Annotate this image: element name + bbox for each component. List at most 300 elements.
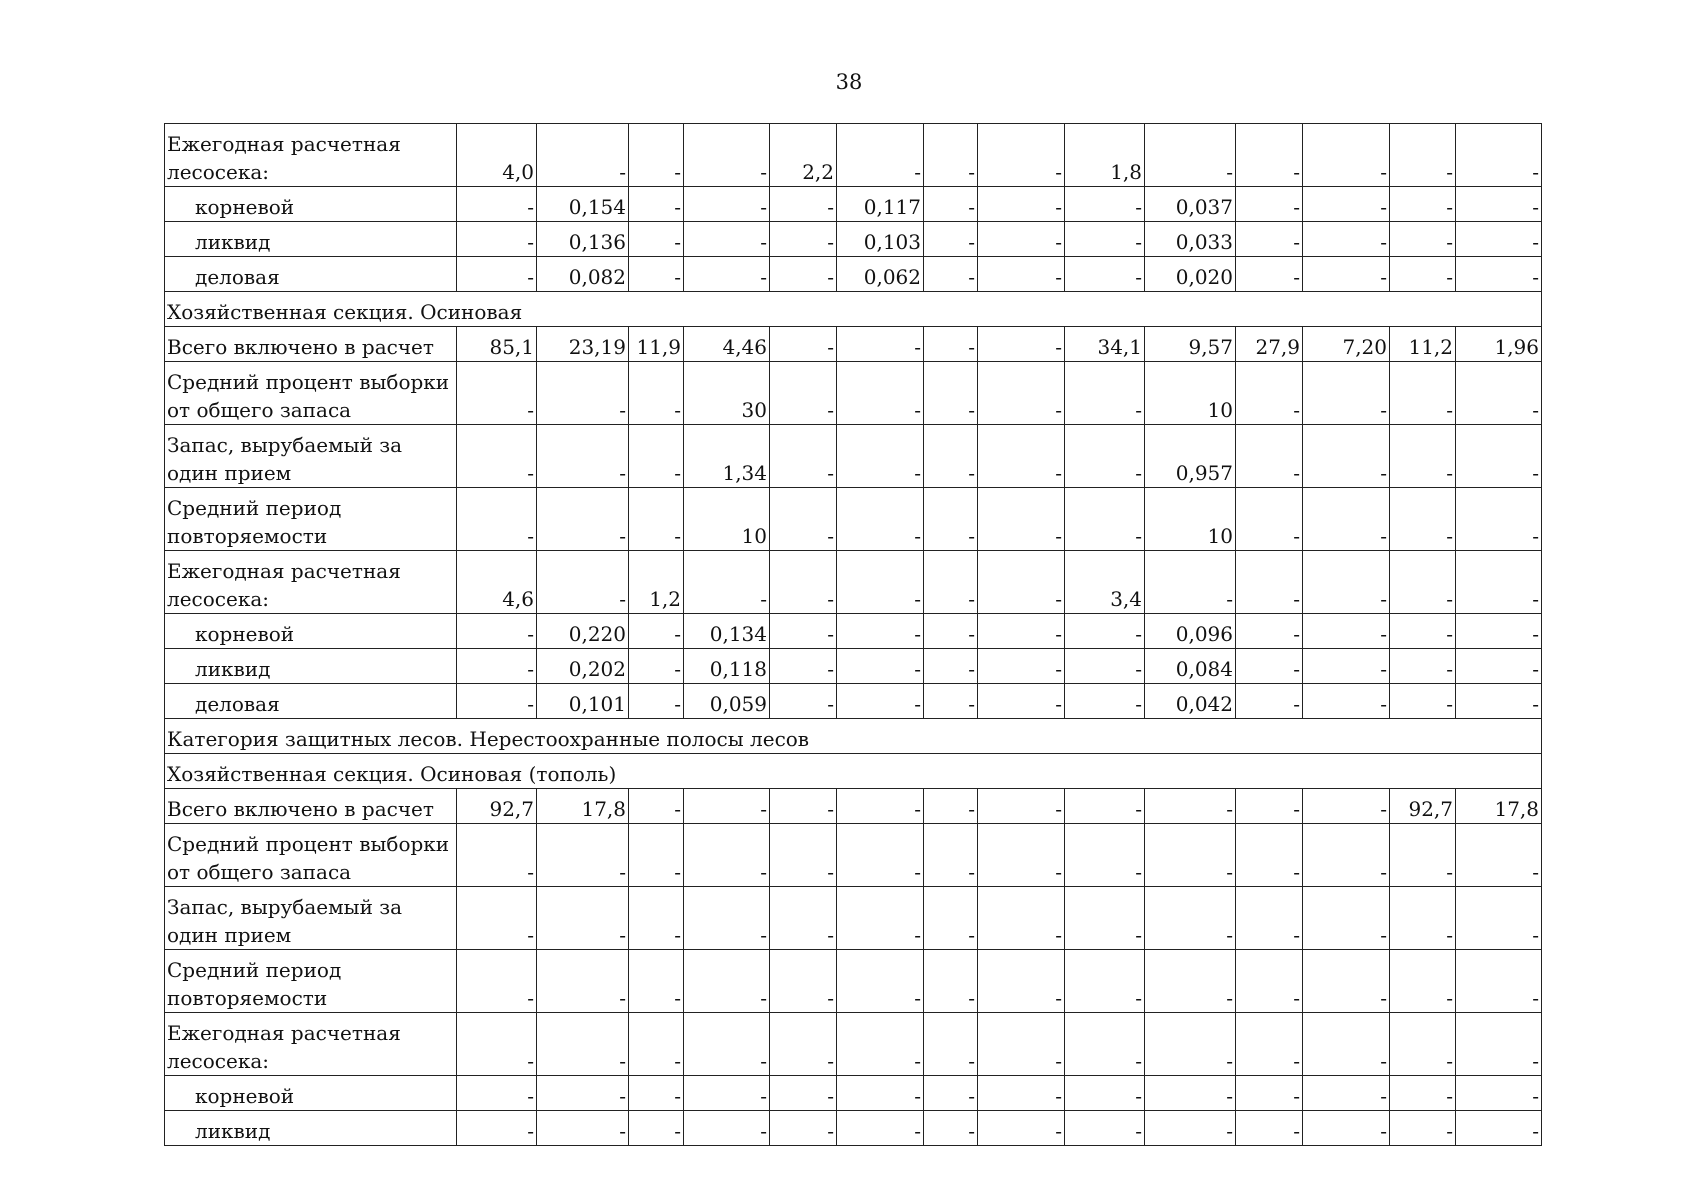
table-cell: 4,46 <box>684 327 770 362</box>
table-cell: - <box>1390 551 1456 614</box>
table-cell: - <box>924 327 978 362</box>
table-cell: - <box>978 950 1065 1013</box>
table-cell: - <box>1065 187 1145 222</box>
table-cell: - <box>978 887 1065 950</box>
table-cell: - <box>629 789 684 824</box>
table-cell: - <box>684 257 770 292</box>
table-cell: - <box>457 887 537 950</box>
table-cell: - <box>978 1013 1065 1076</box>
table-cell: - <box>537 488 629 551</box>
table-cell: - <box>684 789 770 824</box>
table-cell: - <box>1456 1111 1542 1146</box>
table-row <box>165 824 1542 887</box>
table-cell: 10 <box>1145 488 1236 551</box>
table-cell: - <box>1456 488 1542 551</box>
table-cell: 0,082 <box>537 257 629 292</box>
table-cell: - <box>537 1111 629 1146</box>
table-cell: - <box>770 327 837 362</box>
table-cell: - <box>1303 187 1390 222</box>
table-row <box>165 257 1542 292</box>
table-row <box>165 488 1542 551</box>
table-cell: - <box>924 1013 978 1076</box>
table-cell: - <box>1145 1111 1236 1146</box>
table-cell: - <box>1236 649 1303 684</box>
table-cell: - <box>1390 1076 1456 1111</box>
table-cell: - <box>837 551 924 614</box>
table-cell: - <box>537 950 629 1013</box>
row-label: Средний процент выборки от общего запаса <box>165 362 457 425</box>
table-cell: - <box>1456 950 1542 1013</box>
table-cell: - <box>537 1013 629 1076</box>
table-cell: - <box>1456 222 1542 257</box>
table-cell: - <box>1303 124 1390 187</box>
table-cell: - <box>1303 789 1390 824</box>
table-cell: - <box>1390 488 1456 551</box>
table-cell: - <box>978 362 1065 425</box>
table-cell: - <box>629 887 684 950</box>
row-label: Средний период повторяемости <box>165 488 457 551</box>
table-cell: - <box>837 614 924 649</box>
table-cell: - <box>1303 551 1390 614</box>
table-row <box>165 124 1542 187</box>
table-cell: - <box>457 950 537 1013</box>
table-cell: 0,084 <box>1145 649 1236 684</box>
table-row <box>165 684 1542 719</box>
table-cell: 0,220 <box>537 614 629 649</box>
table-cell: 85,1 <box>457 327 537 362</box>
table-cell: - <box>837 950 924 1013</box>
table-cell: - <box>1303 950 1390 1013</box>
table-cell: - <box>1456 124 1542 187</box>
table-cell: - <box>924 551 978 614</box>
table-cell: - <box>924 257 978 292</box>
table-cell: - <box>1065 1111 1145 1146</box>
table-cell: 1,8 <box>1065 124 1145 187</box>
table-cell: - <box>924 1076 978 1111</box>
table-cell: - <box>1145 1013 1236 1076</box>
table-row <box>165 1111 1542 1146</box>
table-cell: - <box>1065 362 1145 425</box>
table-cell: - <box>629 649 684 684</box>
table-cell: - <box>1065 684 1145 719</box>
table-cell: - <box>1390 614 1456 649</box>
table-cell: - <box>1145 124 1236 187</box>
table-cell: - <box>457 824 537 887</box>
table-cell: - <box>924 488 978 551</box>
table-cell: - <box>629 425 684 488</box>
table-cell: - <box>770 614 837 649</box>
table-cell: - <box>924 187 978 222</box>
table-cell: 0,134 <box>684 614 770 649</box>
table-cell: - <box>837 684 924 719</box>
table-cell: - <box>457 684 537 719</box>
table-cell: - <box>1456 649 1542 684</box>
table-cell: - <box>837 1013 924 1076</box>
table-row <box>165 1013 1542 1076</box>
table-row <box>165 887 1542 950</box>
table-cell: - <box>1236 887 1303 950</box>
table-cell: - <box>924 789 978 824</box>
table-cell: - <box>1303 425 1390 488</box>
table-row <box>165 789 1542 824</box>
table-cell: - <box>1236 950 1303 1013</box>
table-cell: 0,033 <box>1145 222 1236 257</box>
table-cell: - <box>924 222 978 257</box>
table-cell: 0,957 <box>1145 425 1236 488</box>
table-cell: - <box>629 824 684 887</box>
table-cell: - <box>629 1013 684 1076</box>
table-cell: - <box>978 257 1065 292</box>
table-cell: - <box>978 187 1065 222</box>
table-cell: - <box>537 1076 629 1111</box>
table-cell: - <box>629 684 684 719</box>
table-cell: - <box>1236 614 1303 649</box>
table-cell: - <box>1456 824 1542 887</box>
table-cell: - <box>1145 824 1236 887</box>
table-cell: - <box>457 649 537 684</box>
table-cell: - <box>684 1111 770 1146</box>
table-cell: - <box>537 824 629 887</box>
table-cell: - <box>770 649 837 684</box>
table-cell: - <box>770 257 837 292</box>
table-cell: - <box>978 1111 1065 1146</box>
table-cell: - <box>457 187 537 222</box>
table-cell: - <box>1065 950 1145 1013</box>
table-cell: - <box>1303 1111 1390 1146</box>
table-cell: 11,2 <box>1390 327 1456 362</box>
table-cell: - <box>684 187 770 222</box>
section-row <box>165 754 1542 789</box>
table-cell: - <box>770 1076 837 1111</box>
table-cell: - <box>537 425 629 488</box>
table-cell: - <box>1236 222 1303 257</box>
table-cell: - <box>978 824 1065 887</box>
table-cell: 92,7 <box>1390 789 1456 824</box>
table-cell: 0,059 <box>684 684 770 719</box>
table-cell: - <box>537 551 629 614</box>
row-label: Запас, вырубаемый за один прием <box>165 887 457 950</box>
table-cell: 0,101 <box>537 684 629 719</box>
table-cell: - <box>1236 824 1303 887</box>
table-cell: - <box>924 824 978 887</box>
table-row <box>165 327 1542 362</box>
table-cell: 0,037 <box>1145 187 1236 222</box>
table-cell: - <box>1065 649 1145 684</box>
table-cell: - <box>457 1111 537 1146</box>
row-label: деловая <box>165 684 457 719</box>
table-cell: - <box>1456 187 1542 222</box>
table-cell: - <box>1145 1076 1236 1111</box>
table-cell: - <box>1065 887 1145 950</box>
row-label: деловая <box>165 257 457 292</box>
row-label: ликвид <box>165 649 457 684</box>
table-cell: - <box>978 649 1065 684</box>
table-cell: - <box>1303 257 1390 292</box>
table-cell: - <box>837 362 924 425</box>
table-cell: - <box>1303 887 1390 950</box>
table-cell: 0,042 <box>1145 684 1236 719</box>
table-cell: - <box>1065 824 1145 887</box>
table-cell: - <box>629 362 684 425</box>
table-cell: - <box>1303 488 1390 551</box>
table-cell: - <box>924 950 978 1013</box>
table-cell: - <box>629 614 684 649</box>
table-cell: - <box>770 887 837 950</box>
table-cell: - <box>1065 789 1145 824</box>
table-cell: - <box>629 488 684 551</box>
table-cell: - <box>837 789 924 824</box>
table-cell: - <box>1303 824 1390 887</box>
table-cell: - <box>684 124 770 187</box>
table-cell: - <box>1456 684 1542 719</box>
data-table <box>164 123 1542 1146</box>
table-cell: - <box>1065 1076 1145 1111</box>
table-row <box>165 649 1542 684</box>
row-label: ликвид <box>165 1111 457 1146</box>
table-cell: - <box>629 1076 684 1111</box>
table-row <box>165 362 1542 425</box>
table-cell: - <box>1145 789 1236 824</box>
section-row <box>165 719 1542 754</box>
table-row <box>165 950 1542 1013</box>
table-cell: - <box>457 614 537 649</box>
row-label: Всего включено в расчет <box>165 789 457 824</box>
table-cell: - <box>924 887 978 950</box>
table-cell: - <box>770 684 837 719</box>
table-cell: - <box>1390 187 1456 222</box>
table-cell: - <box>837 425 924 488</box>
table-cell: - <box>1390 362 1456 425</box>
row-label: Всего включено в расчет <box>165 327 457 362</box>
row-label: Средний период повторяемости <box>165 950 457 1013</box>
table-cell: - <box>978 222 1065 257</box>
table-cell: - <box>770 425 837 488</box>
table-row <box>165 614 1542 649</box>
table-cell: - <box>837 1076 924 1111</box>
table-cell: 1,2 <box>629 551 684 614</box>
table-cell: - <box>770 824 837 887</box>
table-cell: - <box>924 425 978 488</box>
table-cell: - <box>1236 551 1303 614</box>
table-cell: - <box>457 257 537 292</box>
table-cell: 0,020 <box>1145 257 1236 292</box>
table-cell: - <box>629 950 684 1013</box>
table-cell: - <box>837 649 924 684</box>
table-cell: - <box>1303 1076 1390 1111</box>
table-cell: - <box>537 887 629 950</box>
table-cell: - <box>1390 950 1456 1013</box>
table-cell: 3,4 <box>1065 551 1145 614</box>
table-cell: - <box>924 124 978 187</box>
table-cell: - <box>837 1111 924 1146</box>
table-cell: - <box>1236 124 1303 187</box>
table-cell: - <box>457 1076 537 1111</box>
table-cell: - <box>1456 614 1542 649</box>
table-cell: - <box>1456 257 1542 292</box>
table-cell: - <box>770 1111 837 1146</box>
table-cell: - <box>684 1013 770 1076</box>
table-cell: 1,96 <box>1456 327 1542 362</box>
table-cell: - <box>1456 1076 1542 1111</box>
table-cell: 0,062 <box>837 257 924 292</box>
table-cell: 0,136 <box>537 222 629 257</box>
table-cell: - <box>1236 488 1303 551</box>
table-cell: - <box>537 124 629 187</box>
table-cell: - <box>629 1111 684 1146</box>
table-cell: 2,2 <box>770 124 837 187</box>
table-cell: - <box>684 222 770 257</box>
table-cell: - <box>978 614 1065 649</box>
table-cell: 30 <box>684 362 770 425</box>
table-cell: 92,7 <box>457 789 537 824</box>
table-cell: 23,19 <box>537 327 629 362</box>
table-cell: - <box>629 222 684 257</box>
table-cell: - <box>978 124 1065 187</box>
table-cell: - <box>1065 1013 1145 1076</box>
table-cell: - <box>1145 551 1236 614</box>
table-cell: - <box>1236 187 1303 222</box>
table-cell: - <box>1065 222 1145 257</box>
table-cell: - <box>1145 950 1236 1013</box>
table-cell: - <box>457 1013 537 1076</box>
table-cell: 1,34 <box>684 425 770 488</box>
table-cell: - <box>837 887 924 950</box>
table-cell: - <box>629 124 684 187</box>
table-cell: - <box>978 488 1065 551</box>
table-cell: - <box>629 257 684 292</box>
table-cell: - <box>1065 614 1145 649</box>
table-cell: - <box>1390 222 1456 257</box>
table-cell: - <box>684 824 770 887</box>
row-label: Ежегодная расчетная лесосека: <box>165 124 457 187</box>
table-cell: - <box>1456 551 1542 614</box>
table-cell: - <box>1236 362 1303 425</box>
table-cell: - <box>1390 649 1456 684</box>
table-cell: - <box>770 789 837 824</box>
table-cell: - <box>1303 649 1390 684</box>
table-cell: - <box>1236 257 1303 292</box>
table-cell: - <box>1303 614 1390 649</box>
table-cell: - <box>1303 222 1390 257</box>
row-label: корневой <box>165 187 457 222</box>
table-cell: 4,6 <box>457 551 537 614</box>
row-label: Ежегодная расчетная лесосека: <box>165 551 457 614</box>
table-cell: - <box>1303 362 1390 425</box>
table-cell: 0,117 <box>837 187 924 222</box>
table-cell: - <box>1390 887 1456 950</box>
table-cell: - <box>770 362 837 425</box>
table-cell: - <box>770 187 837 222</box>
table-cell: - <box>770 1013 837 1076</box>
section-row <box>165 292 1542 327</box>
table-cell: - <box>629 187 684 222</box>
table-cell: 4,0 <box>457 124 537 187</box>
table-cell: - <box>537 362 629 425</box>
table-cell: - <box>684 1076 770 1111</box>
table-cell: - <box>1390 1013 1456 1076</box>
table-cell: - <box>684 887 770 950</box>
table-cell: - <box>837 824 924 887</box>
table-cell: 0,154 <box>537 187 629 222</box>
row-label: корневой <box>165 614 457 649</box>
table-cell: - <box>1065 488 1145 551</box>
table-cell: 0,118 <box>684 649 770 684</box>
table-cell: 34,1 <box>1065 327 1145 362</box>
table-cell: 10 <box>684 488 770 551</box>
table-cell: - <box>978 789 1065 824</box>
page-number: 38 <box>835 70 863 94</box>
row-label: Запас, вырубаемый за один прием <box>165 425 457 488</box>
row-label: корневой <box>165 1076 457 1111</box>
table-cell: - <box>457 362 537 425</box>
table-row <box>165 551 1542 614</box>
table-cell: - <box>1390 684 1456 719</box>
table-cell: - <box>978 684 1065 719</box>
table-cell: - <box>924 362 978 425</box>
table-cell: - <box>1236 425 1303 488</box>
row-label: Ежегодная расчетная лесосека: <box>165 1013 457 1076</box>
table-cell: - <box>1236 684 1303 719</box>
table-row <box>165 222 1542 257</box>
row-label: ликвид <box>165 222 457 257</box>
table-cell: - <box>457 222 537 257</box>
table-cell: - <box>978 551 1065 614</box>
table-cell: - <box>924 614 978 649</box>
table-row <box>165 1076 1542 1111</box>
table-cell: - <box>1236 1013 1303 1076</box>
table-cell: - <box>770 950 837 1013</box>
table-cell: - <box>1236 1111 1303 1146</box>
table-cell: - <box>1145 887 1236 950</box>
table-cell: - <box>1456 887 1542 950</box>
table-cell: 11,9 <box>629 327 684 362</box>
table-cell: - <box>1390 257 1456 292</box>
table-row <box>165 425 1542 488</box>
table-cell: - <box>1303 684 1390 719</box>
table-cell: - <box>770 222 837 257</box>
table-row <box>165 187 1542 222</box>
section-title: Хозяйственная секция. Осиновая <box>165 292 1542 327</box>
table-cell: 10 <box>1145 362 1236 425</box>
table-cell: - <box>837 124 924 187</box>
section-title: Хозяйственная секция. Осиновая (тополь) <box>165 754 1542 789</box>
table-cell: - <box>1065 257 1145 292</box>
table-cell: - <box>457 488 537 551</box>
table-cell: - <box>457 425 537 488</box>
table-cell: - <box>770 551 837 614</box>
table-cell: 9,57 <box>1145 327 1236 362</box>
table-cell: - <box>684 950 770 1013</box>
table-cell: 17,8 <box>537 789 629 824</box>
section-title: Категория защитных лесов. Нерестоохранные полосы лесов <box>165 719 1542 754</box>
table-cell: - <box>1456 1013 1542 1076</box>
table-cell: - <box>978 425 1065 488</box>
table-cell: - <box>1390 425 1456 488</box>
table-cell: - <box>1456 425 1542 488</box>
table-cell: - <box>924 684 978 719</box>
table-cell: - <box>978 327 1065 362</box>
table-cell: - <box>1236 1076 1303 1111</box>
table-cell: - <box>770 488 837 551</box>
table-cell: - <box>1390 824 1456 887</box>
table-cell: - <box>1303 1013 1390 1076</box>
row-label: Средний процент выборки от общего запаса <box>165 824 457 887</box>
table-cell: 17,8 <box>1456 789 1542 824</box>
table-cell: - <box>837 488 924 551</box>
table-cell: 0,202 <box>537 649 629 684</box>
table-cell: - <box>1236 789 1303 824</box>
table-cell: - <box>837 327 924 362</box>
